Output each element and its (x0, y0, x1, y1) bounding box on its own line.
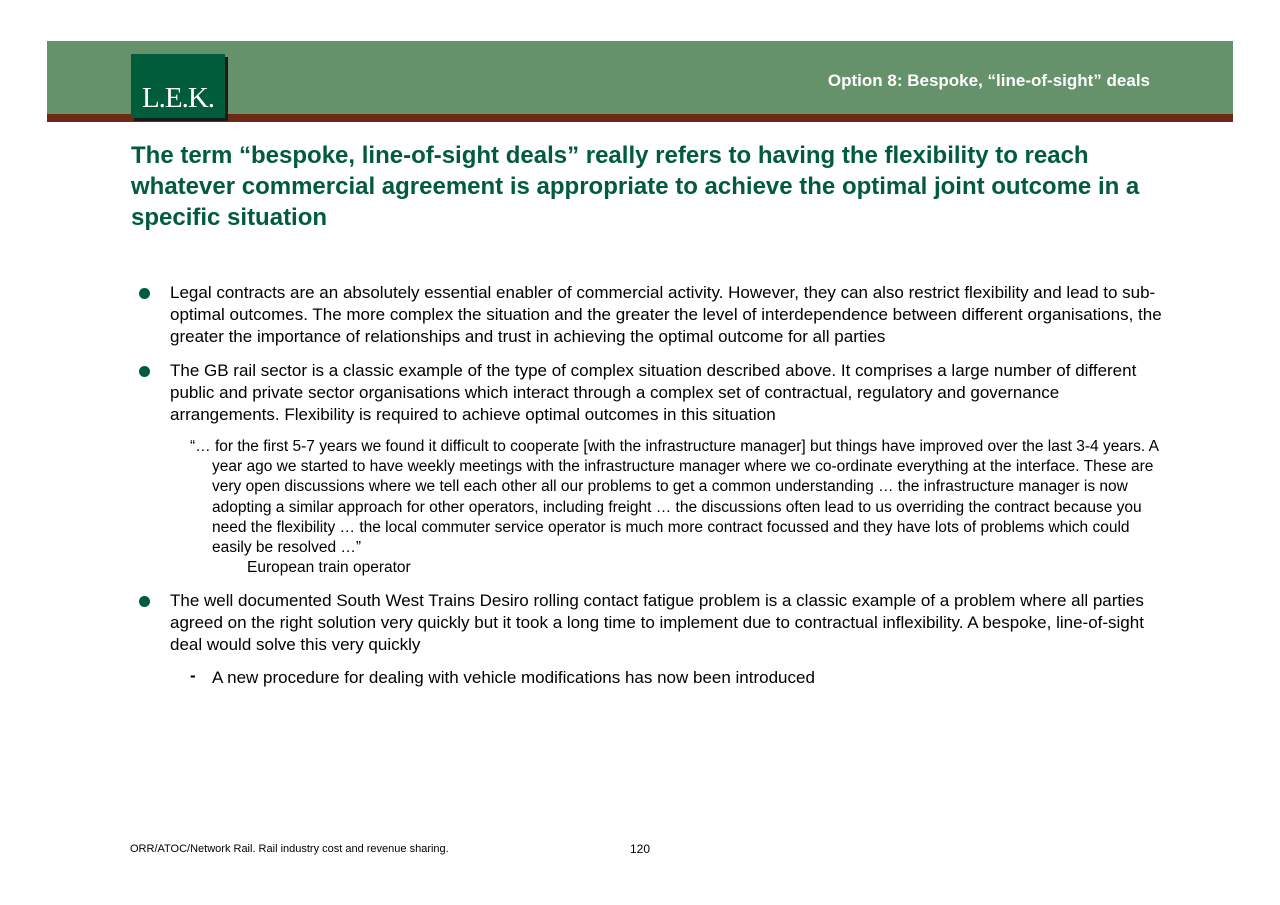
footer-source: ORR/ATOC/Network Rail. Rail industry cost and revenue sharing. (130, 843, 449, 855)
page-number: 120 (630, 842, 651, 856)
quote-text: “… for the first 5-7 years we found it difficult to cooperate [with the infrastructure manager] but things have improved over the last 3-4 years. A year ago we started to have weekly meetings with the infrastructure manager where we co-ordinate everything at the interface. These are very open discussions where we tell each other all our problems to get a common understanding … the infrastructure manager is now adopting a similar approach for other operators, including freight … the discussions often lead to us overriding the contract because you need the flexibility … the local commuter service operator is much more contract focussed and they have lots of problems which could easily be resolved …” (190, 438, 1159, 557)
bullet-dot-icon (139, 366, 150, 377)
dash-icon: - (190, 666, 196, 685)
bullet-text: The GB rail sector is a classic example of the type of complex situation described above. It comprises a large number of different public and private sector organisations which interact through a complex set of contractual, regulatory and governance arrangements. Flexibility is required to achieve optimal outcomes in this situation (170, 361, 1137, 424)
section-label: Option 8: Bespoke, “line-of-sight” deals (827, 71, 1150, 90)
bullet-text: Legal contracts are an absolutely essential enabler of commercial activity. However, they can also restrict flexibility and lead to sub-optimal outcomes. The more complex the situation and the greater the level of interdependence between different organisations, the greater the importance of relationships and trust in achieving the optimal outcome for all parties (170, 283, 1162, 346)
lek-logo (131, 54, 225, 118)
quote-source: European train operator (247, 559, 411, 577)
sub-bullet-text: A new procedure for dealing with vehicle modifications has now been introduced (212, 668, 815, 687)
slide-headline: The term “bespoke, line-of-sight deals” really refers to having the flexibility to reach whatever commercial agreement is appropriate to achieve the optimal joint outcome in a specific situation (131, 142, 1140, 231)
bullet-dot-icon (139, 288, 150, 299)
logo-text: L.E.K. (141, 82, 215, 114)
bullet-dot-icon (139, 596, 150, 607)
operator-quote (190, 437, 1165, 578)
bullet-text: The well documented South West Trains Desiro rolling contact fatigue problem is a classic example of a problem where all parties agreed on the right solution very quickly but it took a long time to implement due to contractual inflexibility. A bespoke, line-of-sight deal would solve this very quickly (170, 591, 1144, 654)
